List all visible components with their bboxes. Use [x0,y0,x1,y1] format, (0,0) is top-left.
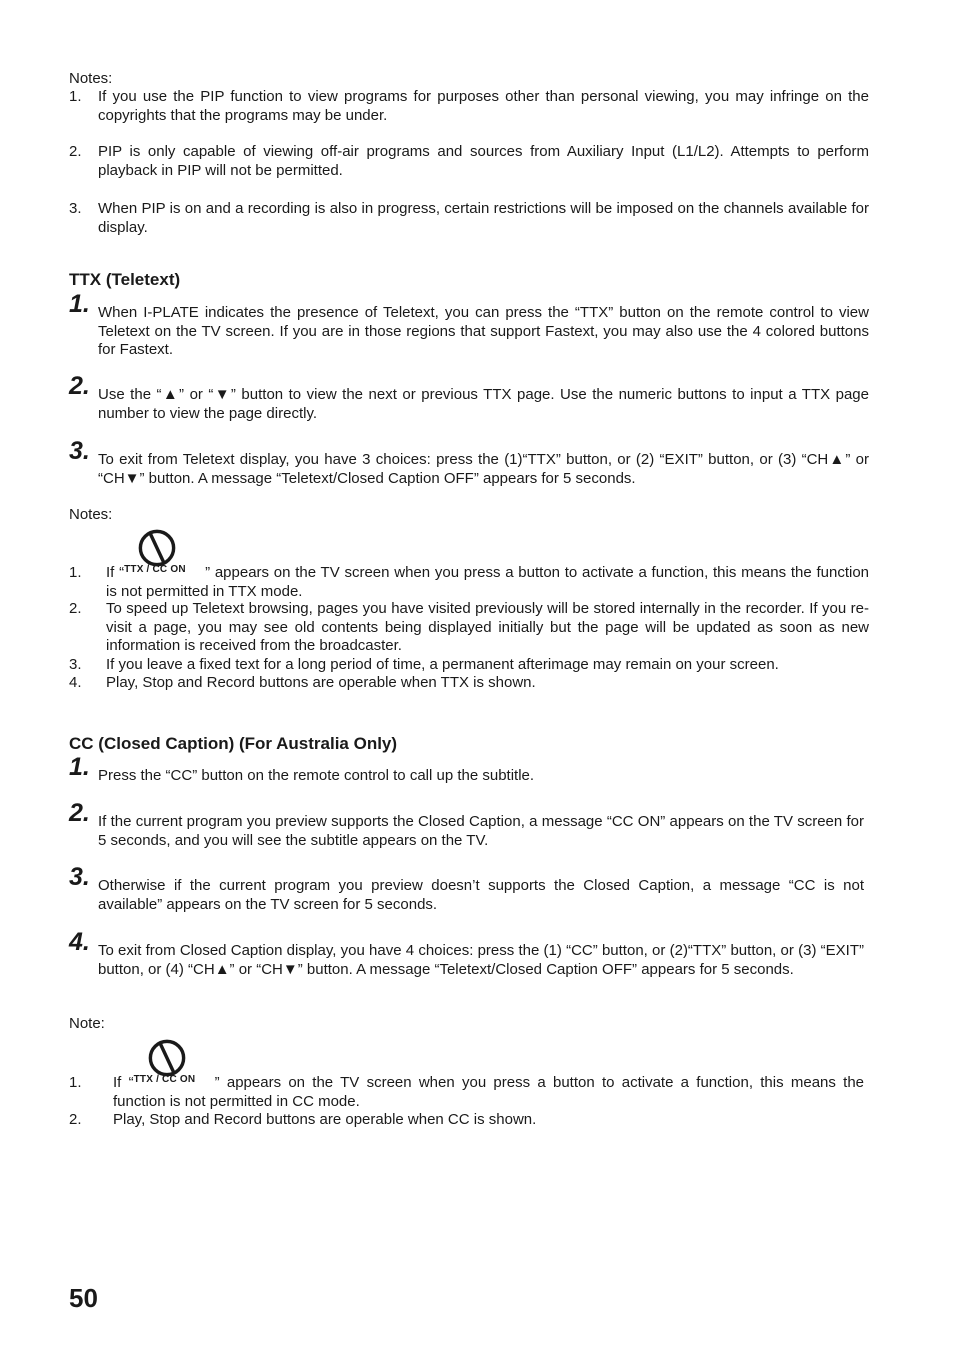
list-item [69,564,869,602]
item-number: 1. [69,1074,82,1091]
list-item [69,674,869,693]
item-text: To speed up Teletext browsing, pages you have visited previously will be stored internally in the recorder. If you re-visit a page, you may see old contents being displayed initially but the page will be updated as soon as new information is received from the broadcaster. [106,600,869,654]
item-number: 3. [69,656,82,673]
step-item [69,437,869,489]
list-item [69,143,869,181]
note-label: Note: [69,1015,105,1032]
list-item [69,656,869,675]
step-number: 3. [69,437,90,465]
step-item [69,928,869,998]
step-item [69,753,869,786]
item-number: 1. [69,564,82,581]
step-number: 1. [69,753,90,781]
step-text: If the current program you preview supports the Closed Caption, a message “CC ON” appears on the TV screen for 5 seconds, and you will see the subtitle appears on the TV. [98,813,864,849]
step-text: Otherwise if the current program you preview doesn’t supports the Closed Caption, a message “CC is not available” appears on the TV screen for 5 seconds. [98,877,864,913]
page-number: 50 [69,1283,98,1313]
item-text: PIP is only capable of viewing off-air programs and sources from Auxiliary Input (L1/L2). Attempts to perform playback in PIP will not be permitted. [98,143,869,179]
list-item [69,1111,864,1130]
step-number: 2. [69,372,90,400]
step-number: 3. [69,863,90,891]
item-text: Play, Stop and Record buttons are operable when CC is shown. [113,1111,537,1128]
item-text: If you leave a fixed text for a long period of time, a permanent afterimage may remain on your screen. [106,656,779,673]
step-text: Press the “CC” button on the remote control to call up the subtitle. [98,767,535,784]
section-heading-cc: CC (Closed Caption) (For Australia Only) [69,734,398,753]
ttx-cc-on-label: TTX / CC ON [133,1073,196,1085]
step-text: To exit from Teletext display, you have 3 choices: press the (1)“TTX” button, or (2) “EXIT” button, or (3) “CH▲” or “CH▼” button. A message “Teletext/Closed Caption OFF” appears for 5 seconds. [98,451,869,487]
list-item [69,600,869,656]
item-text [106,564,869,601]
item-number: 1. [69,88,82,105]
step-item [69,799,869,851]
item-text [113,1074,864,1111]
item-text: When PIP is on and a recording is also in progress, certain restrictions will be imposed on the channels available for display. [98,200,869,236]
step-item [69,863,869,915]
notes-label: Notes: [69,506,113,523]
step-item [69,372,869,424]
list-item [69,1074,864,1112]
item-text-pre: If “ [106,564,125,581]
item-number: 4. [69,674,82,691]
list-item [69,200,869,238]
ttx-cc-on-indicator [134,1075,215,1087]
item-text: If you use the PIP function to view programs for purposes other than personal viewing, you may infringe on the copyrights that the programs may be under. [98,88,869,124]
step-number: 2. [69,799,90,827]
step-text: To exit from Closed Caption display, you have 4 choices: press the (1) “CC” button, or (2)“TTX” button, or (3) “EXIT” button, or (4) “CH▲” or “CH▼” button. A message “Teletext/Closed Caption OFF” appears for 5 seconds. [98,942,864,978]
item-text-post: ” appears on the TV screen when you press a button to activate a function, this means the function is not permitted in CC mode. [113,1074,865,1110]
ttx-cc-on-label: TTX / CC ON [124,563,186,575]
step-text: Use the “▲” or “▼” button to view the next or previous TTX page. Use the numeric buttons to input a TTX page number to view the page directly. [98,386,869,422]
item-text: Play, Stop and Record buttons are operable when TTX is shown. [106,674,536,691]
item-number: 2. [69,1111,82,1128]
item-text-post: ” appears on the TV screen when you press a button to activate a function, this means the function is not permitted in TTX mode. [106,564,870,600]
indicator-graphic [124,519,208,579]
list-item [69,88,869,126]
item-number: 2. [69,600,82,617]
step-number: 4. [69,928,90,956]
ttx-cc-on-indicator [124,565,205,577]
indicator-graphic [134,1029,218,1089]
item-text-pre: If “ [113,1074,134,1091]
step-text: When I-PLATE indicates the presence of Teletext, you can press the “TTX” button on the remote control to view Teletext on the TV screen. If you are in those regions that support Fastext, you may also use the 4 colored buttons for Fastext. [98,304,869,358]
notes-label: Notes: [69,70,113,87]
item-number: 2. [69,143,82,160]
step-number: 1. [69,290,90,318]
section-heading-ttx: TTX (Teletext) [69,270,181,289]
item-number: 3. [69,200,82,217]
step-item [69,290,869,360]
